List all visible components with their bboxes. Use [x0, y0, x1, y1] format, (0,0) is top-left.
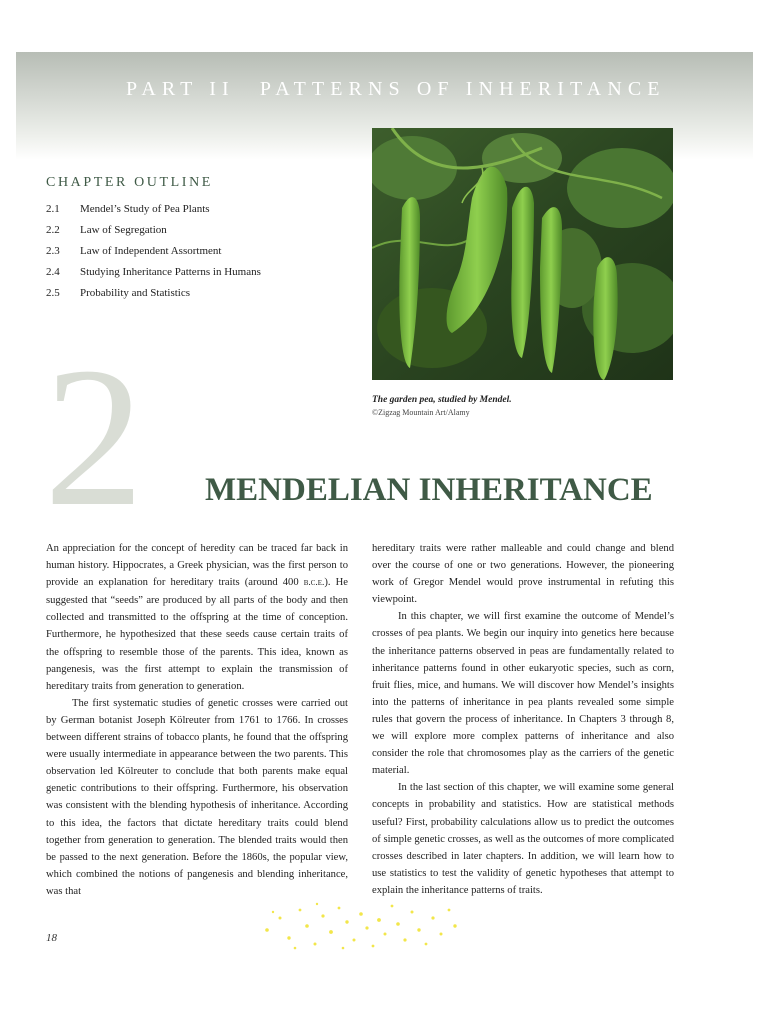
chapter-number: 2 — [44, 327, 144, 548]
chapter-outline-heading: CHAPTER OUTLINE — [46, 175, 213, 190]
outline-item — [46, 287, 296, 300]
outline-item-number: 2.3 — [46, 245, 60, 257]
page-number: 18 — [46, 932, 57, 944]
paragraph-text: An appreciation for the concept of heredity can be traced far back in human history. Hippocrates, a Greek physician, was the first person to provide an explanation for hereditary traits (around 400 — [46, 543, 348, 589]
text-column-left — [46, 540, 348, 900]
outline-item-text: Law of Segregation — [80, 224, 167, 236]
outline-item — [46, 266, 296, 279]
outline-item — [46, 203, 296, 216]
chapter-outline — [46, 203, 296, 308]
outline-item-text: Mendel’s Study of Pea Plants — [80, 203, 210, 215]
photo-credit: ©Zigzag Mountain Art/Alamy — [372, 408, 470, 417]
outline-item-text: Studying Inheritance Patterns in Humans — [80, 266, 261, 278]
figure-caption — [372, 395, 672, 417]
part-number: PART II — [126, 78, 235, 100]
chapter-title: MENDELIAN INHERITANCE — [205, 472, 653, 508]
paragraph-continued: hereditary traits were rather malleable and could change and blend over the course of one or two generations. However, the pioneering work of Gregor Mendel would prove instrumental in refuting this viewpoint. — [372, 543, 674, 606]
paragraph-text: ). He suggested that “seeds” are produced by all parts of the body and then collected and transmitted to the offspring at the time of conception. Furthermore, he hypothesized that these seeds cause certain traits of the offspring to resemble those of the parents. This idea, known as pangenesis, was the first attempt to explain the transmission of hereditary traits from generation to generation. — [46, 577, 348, 692]
outline-item-text: Probability and Statistics — [80, 287, 190, 299]
outline-item-number: 2.4 — [46, 266, 60, 278]
outline-item-text: Law of Independent Assortment — [80, 245, 222, 257]
text-column-right — [372, 540, 674, 899]
paragraph: In this chapter, we will first examine the outcome of Mendel’s crosses of pea plants. We begin our inquiry into genetics here because the inheritance patterns observed in peas are fundamentally related to inheritance patterns found in other eukaryotic species, such as corn, fruit flies, mice, and humans. We will discover how Mendel’s insights into the patterns of inheritance in pea plants revealed some simple rules that govern the process of inheritance. In Chapters 3 through 8, we will explore more complex patterns of inheritance and also consider the role that chromosomes play as the carriers of the genetic material. — [372, 611, 674, 777]
pea-plant-photo — [372, 128, 673, 380]
paragraph: In the last section of this chapter, we will examine some general concepts in probability and statistics. How are statistical methods useful? First, probability calculations allow us to predict the outcomes of simple genetic crosses, as well as the outcomes of more complicated crosses described in later chapters. In addition, we will learn how to use statistics to test the validity of genetic hypotheses that attempt to explain the inheritance patterns of traits. — [372, 782, 674, 896]
outline-item-number: 2.1 — [46, 203, 60, 215]
paragraph — [46, 540, 348, 695]
pea-plant-illustration — [372, 128, 673, 380]
part-name: PATTERNS OF INHERITANCE — [259, 78, 666, 100]
era-abbreviation: b.c.e. — [303, 578, 325, 589]
caption-title: The garden pea, studied by Mendel. — [372, 395, 512, 405]
part-title — [126, 78, 686, 101]
outline-item — [46, 224, 296, 237]
outline-item — [46, 245, 296, 258]
outline-item-number: 2.5 — [46, 287, 60, 299]
outline-item-number: 2.2 — [46, 224, 60, 236]
decorative-dots — [255, 900, 465, 954]
paragraph: The first systematic studies of genetic crosses were carried out by German botanist Joseph Kölreuter from 1761 to 1766. In crosses between different strains of tobacco plants, he found that the offspring were usually intermediate in appearance between the two parents. This observation led Kölreuter to conclude that both parents make equal genetic contributions to their offspring. Furthermore, his observation was consistent with the blending hypothesis of inheritance. According to this idea, the factors that dictate hereditary traits could blend together from generation to generation. The blended traits would then be passed to the next generation. Before the 1860s, the popular view, which combined the notions of pangenesis and blending inheritance, was that — [46, 697, 348, 897]
